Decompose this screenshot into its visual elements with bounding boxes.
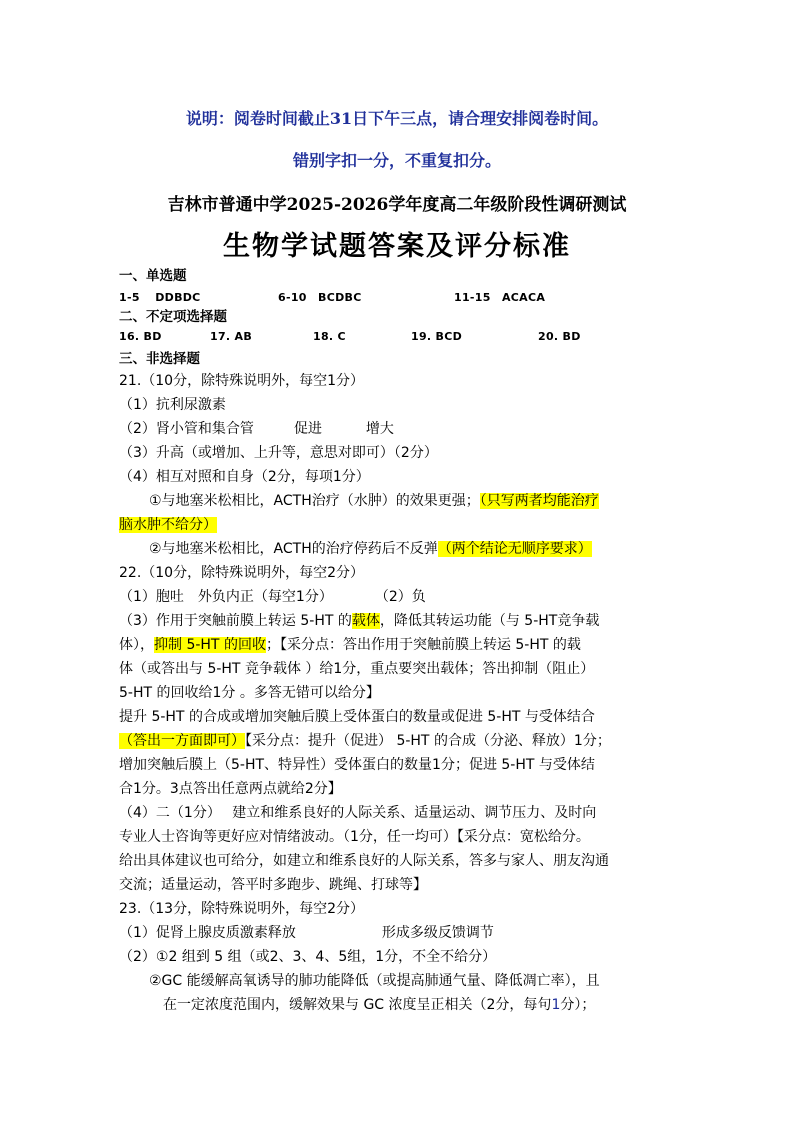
q23-part2-2-text: 在一定浓度范围内，缓解效果与 GC 浓度呈正相关（2分，每句 [163,997,552,1013]
q23-part1-answer-b: 形成多级反馈调节 [381,925,494,941]
q23-part1 [119,921,679,945]
q21-part2-answer-a: （2）肾小管和集合管 [119,421,254,437]
q21-conclusion-2 [149,537,709,561]
q22-part3-line8: 合1分。3点答出任意两点就给2分】 [119,781,342,797]
q21-conclusion-2-note: （两个结论无顺序要求） [437,541,592,557]
q23-part2-2-line1: ②GC 能缓解高氧诱导的肺功能降低（或提高肺通气量、降低凋亡率），且 [149,973,600,989]
q22-part3-line1 [119,609,679,633]
q22-part3-highlight-carrier: 载体 [351,613,380,629]
answer-20: 20. BD [538,330,581,343]
q21-part2-answer-c: 增大 [365,421,394,437]
q22-part3-line2 [119,633,679,657]
q23-heading: 23.（13分，除特殊说明外，每空2分） [119,901,364,917]
page-title: 生物学试题答案及评分标准 [223,231,571,262]
q21-part1: （1）抗利尿激素 [119,397,226,413]
q22-part4-line4: 交流；适量运动，答平时多跑步、跳绳、打球等】 [119,877,427,893]
q21-conclusion-1 [149,489,709,513]
q22-part1-2 [119,585,679,609]
grading-notice-typo: 错别字扣一分，不重复扣分。 [292,151,501,170]
answer-11-15: 11-15 ACACA [454,291,546,304]
answer-19: 19. BCD [411,330,463,343]
q22-part3-scoring-a: 【采分点：提升（促进） 5-HT 的合成（分泌、释放）1分； [245,733,611,749]
q23-part2-2-line2 [163,993,723,1017]
q21-conclusion-1-text: ①与地塞米松相比，ACTH治疗（水肿）的效果更强； [149,493,480,509]
section-non-choice-heading: 三、非选择题 [119,351,200,367]
q22-part4-line2: 专业人士咨询等更好应对情绪波动。（1分，任一均可）【采分点：宽松给分。 [119,829,590,845]
answer-16: 16. BD [119,330,162,343]
section-single-choice-heading: 一、单选题 [119,268,187,284]
answer-6-10: 6-10 BCDBC [278,291,362,304]
answer-1-5: 1-5 DDBDC [119,291,201,304]
q22-part3-line6 [119,729,679,753]
q22-part3-highlight-any-one: （答出一方面即可） [119,733,245,749]
q21-part2 [119,417,679,441]
q22-part3-text-c: 体）， [119,637,154,653]
q22-part3-highlight-reuptake: 抑制 5-HT 的回收 [154,637,266,653]
q21-part4: （4）相互对照和自身（2分，每项1分） [119,469,370,485]
q22-part4-line1: （4）二（1分） 建立和维系良好的人际关系、适量运动、调节压力、及时向 [119,805,597,821]
q22-part2: （2）负 [374,589,426,605]
answer-18: 18. C [313,330,346,343]
q22-part3-line7: 增加突触后膜上（5-HT、特异性）受体蛋白的数量1分；促进 5-HT 与受体结 [119,757,595,773]
q22-heading: 22.（10分，除特殊说明外，每空2分） [119,565,364,581]
q22-part3-text-d: ；【采分点：答出作用于突触前膜上转运 5-HT 的载 [265,637,581,653]
q23-part2-2-score: 1 [551,997,561,1013]
q21-conclusion-1-note: （只写两者均能治疗 [479,493,599,509]
q22-part4-line3: 给出具体建议也可给分，如建立和维系良好的人际关系，答多与家人、朋友沟通 [119,853,609,869]
q23-part2-2-text-end: 分）； [560,997,596,1013]
q22-part3-line5: 提升 5-HT 的合成或增加突触后膜上受体蛋白的数量或促进 5-HT 与受体结合 [119,709,595,725]
q23-part2-1: （2）①2 组到 5 组（或2、3、4、5组，1分，不全不给分） [119,949,497,965]
exam-name: 吉林市普通中学2025-2026学年度高二年级阶段性调研测试 [167,195,627,215]
q21-conclusion-1-note-cont: 脑水肿不给分） [119,517,217,533]
section-multiple-choice-heading: 二、不定项选择题 [119,309,227,325]
grading-notice-deadline: 说明：阅卷时间截止31日下午三点，请合理安排阅卷时间。 [185,109,609,128]
q21-conclusion-2-text: ②与地塞米松相比，ACTH的治疗停药后不反弹 [149,541,438,557]
q22-part3-line4: 5-HT 的回收给1分 。多答无错可以给分】 [119,685,380,701]
answer-17: 17. AB [210,330,253,343]
q21-part2-answer-b: 促进 [293,421,322,437]
q21-conclusion-1-cont [119,513,679,537]
q21-heading: 21.（10分，除特殊说明外，每空1分） [119,373,364,389]
q22-part1: （1）胞吐 外负内正（每空1分） [119,589,333,605]
q22-part3-line3: 体（或答出与 5-HT 竞争载体 ）给1分，重点要突出载体；答出抑制（阻止） [119,661,595,677]
q22-part3-text-a: （3）作用于突触前膜上转运 5-HT 的 [119,613,352,629]
q21-part3: （3）升高（或增加、上升等，意思对即可）（2分） [119,445,438,461]
q23-part1-answer-a: （1）促肾上腺皮质激素释放 [119,925,296,941]
q22-part3-text-b: ，降低其转运功能（与 5-HT竞争载 [379,613,600,629]
